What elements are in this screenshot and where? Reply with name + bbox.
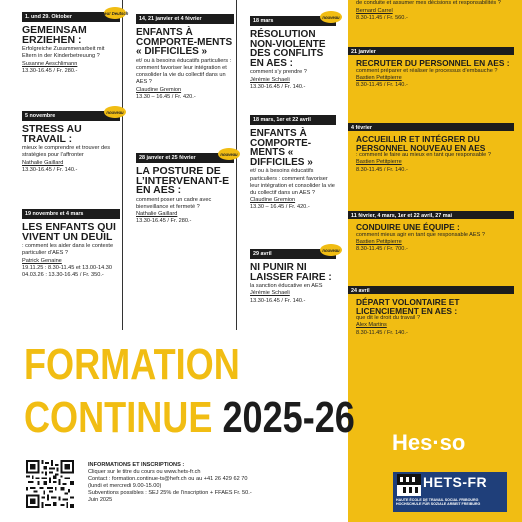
course-title[interactable]: RECRUTER DU PERSONNEL EN AES : [356, 58, 510, 68]
info-line: Subventions possibles : SEJ 25% de l’inscription + FFAES Fr. 50.- [88, 490, 252, 496]
course-title[interactable]: RÉSOLUTION NON-VIOLENTE DES CONFLITS EN AES : [250, 29, 326, 69]
course-card [22, 110, 124, 174]
trainer-name: Bastien Petitpierre [356, 238, 402, 245]
trainer-name: Jérémie Schaeli [250, 290, 290, 297]
course-card [136, 152, 238, 226]
course-title[interactable]: ACCUEILLIR ET INTÉGRER DU PERSONNEL NOUVEAU EN AES [356, 134, 486, 153]
course-info: 13.30 – 16.45 / Fr. 420.- [136, 93, 196, 100]
course-title[interactable]: ENFANTS À COMPORTE-MENTS « DIFFICILES » [136, 27, 233, 58]
trainer-name: Nathalie Gaillard [136, 211, 178, 218]
course-card [250, 248, 340, 305]
course-info: 13.30-16.45 / Fr. 140.- [250, 297, 306, 304]
course-card [22, 209, 120, 279]
course-info: 13.30-16.45 / Fr. 140.- [22, 166, 78, 173]
course-subtitle: comment poser un cadre avec bienveillance et fermeté ? [136, 196, 212, 210]
course-date: 4 février [348, 123, 514, 131]
course-date: 29 avril nouveau [250, 249, 336, 259]
course-card [136, 14, 234, 101]
course-info: 13.30-16.45 / Fr. 280.- [22, 67, 78, 74]
course-info: 13.30-16.45 / Fr. 280.- [136, 218, 192, 225]
new-badge: nouveau [104, 106, 126, 118]
course-subtitle: et/ ou à besoins éducatifs particuliers : comment favoriser leur intégration et consolider la vie du collectif dans un AES ? [250, 168, 335, 196]
trainer-name: Claudine Gremion [250, 197, 296, 204]
course-card [356, 0, 516, 23]
course-date: 1. und 29. Oktober neu! Deutsch [22, 12, 120, 22]
course-info: 13.30 – 16.45 / Fr. 420.- [250, 204, 310, 211]
new-badge: nouveau [218, 148, 240, 160]
trainer-name: Nathalie Gaillard [22, 159, 64, 166]
course-card [22, 11, 129, 75]
new-badge: nouveau [320, 11, 342, 23]
course-date: 11 février, 4 mars, 1er et 22 avril, 27 mai [348, 211, 514, 219]
course-date: 14, 21 janvier et 4 février [136, 14, 234, 24]
course-info: 19.11.25 : 8.30-11.45 et 13.00-14.30 04.03.26 : 13.30-16.45 / Fr. 350.- [22, 264, 112, 278]
course-card [351, 47, 516, 89]
qr-code-icon[interactable] [26, 460, 74, 508]
course-date: 18 mars nouveau [250, 16, 336, 26]
info-line[interactable]: Cliquer sur le titre du cours ou www.hets-fr.ch [88, 469, 201, 475]
course-column-1 [22, 0, 129, 330]
course-subtitle: et/ ou à besoins éducatifs particuliers : comment favoriser leur intégration et consolider la vie du collectif dans un AES ? [136, 57, 232, 86]
course-title[interactable]: LA POSTURE DE L’INTERVENANT-E EN AES : [136, 165, 230, 197]
course-info: 8.30-11.45 / Fr. 560.- [356, 15, 408, 22]
info-block [88, 462, 298, 504]
trainer-name: Bastien Petitpierre [356, 159, 402, 166]
course-subtitle: : comment les aider dans le contexte particulier d’AES ? [22, 243, 114, 257]
new-badge: neu! Deutsch [104, 7, 126, 19]
trainer-name: Patrick Genaine [22, 257, 62, 264]
course-date: 21 janvier [348, 47, 514, 55]
headline-continue: CONTINUE 2025-26 [24, 393, 355, 442]
course-column-3 [250, 0, 340, 330]
trainer-name: Susanne Aeschlimann [22, 60, 78, 67]
new-badge: nouveau [320, 244, 342, 256]
hets-logo-subtitle: HAUTE ÉCOLE DE TRAVAIL SOCIAL FRIBOURG HOCHSCHULE FÜR SOZIALE ARBEIT FREIBURG [396, 498, 481, 507]
hets-emblem-icon [397, 474, 421, 496]
headline-formation: FORMATION [24, 340, 240, 389]
course-info: 13.30-16.45 / Fr. 140.- [250, 83, 306, 90]
trainer-name: Jérémie Schaeli [250, 76, 290, 83]
hesso-logo: Hes·so [392, 430, 466, 455]
course-subtitle: : comment le faire au mieux en tant que responsable ? [356, 152, 491, 159]
course-title[interactable]: GEMEINSAM ERZIEHEN : [22, 24, 87, 46]
hets-logo-text: HETS-FR [423, 474, 488, 490]
info-line: (lundi et mercredi 9.00-15.00) [88, 483, 162, 489]
course-column-2 [136, 0, 238, 330]
course-card [351, 286, 516, 337]
course-title[interactable]: ENFANTS À COMPORTE-MENTS « DIFFICILES » [250, 128, 313, 168]
course-info: 8.30-11.45 / Fr. 140.- [356, 166, 408, 173]
course-title[interactable]: LES ENFANTS QUI VIVENT UN DEUIL [22, 221, 116, 243]
course-info: 8.30-11.45 / Fr. 140.- [356, 329, 408, 336]
course-card [250, 115, 336, 212]
trainer-name: Bernard Carrel [356, 8, 393, 15]
trainer-name: Alex Martins [356, 322, 387, 329]
course-card [351, 211, 516, 253]
info-date: Juin 2025 [88, 497, 113, 503]
course-subtitle: comment préparer et réaliser le processus d’embauche ? [356, 67, 498, 74]
course-date: 5 novembre nouveau [22, 111, 120, 121]
trainer-name: Bastien Petitpierre [356, 74, 402, 81]
course-date: 28 janvier et 25 février nouveau [136, 153, 234, 163]
vertical-rule-1 [122, 0, 123, 330]
course-subtitle: mieux le comprendre et trouver des stratégies pour l’affronter [22, 145, 110, 159]
course-info: 8.30-11.45 / Fr. 700.- [356, 246, 408, 252]
vertical-rule-2 [236, 0, 237, 330]
info-heading: INFORMATIONS ET INSCRIPTIONS : [88, 462, 185, 468]
course-card [351, 123, 516, 174]
hets-fr-logo [393, 472, 507, 512]
course-date: 18 mars, 1er et 22 avril [250, 115, 336, 125]
course-subtitle: comment s’y prendre ? [250, 69, 307, 76]
course-subtitle: que dit le droit du travail ? [356, 315, 421, 322]
course-date: 19 novembre et 4 mars [22, 209, 120, 219]
course-subtitle: Erfolgreiche Zusammenarbeit mit Eltern in der Kinderbetreuung ? [22, 46, 105, 60]
course-subtitle: de conduite et assumer mes décisions et responsabilités ? [356, 0, 501, 6]
course-subtitle: la sanction éducative en AES [250, 283, 323, 290]
course-date: 24 avril [348, 286, 514, 294]
trainer-name: Claudine Gremion [136, 86, 182, 93]
course-title[interactable]: NI PUNIR NI LAISSER FAIRE : [250, 262, 332, 283]
course-title[interactable]: DÉPART VOLONTAIRE ET LICENCIEMENT EN AES : [356, 297, 460, 316]
course-subtitle: comment mieux agir en tant que responsable AES ? [356, 231, 486, 238]
course-title[interactable]: STRESS AU TRAVAIL : [22, 123, 82, 145]
course-card [250, 15, 340, 91]
contact-line[interactable]: Contact : formation.continue-ts@hefr.ch ou au +41 26 429 62 70 [88, 476, 248, 482]
course-title[interactable]: CONDUIRE UNE ÉQUIPE : [356, 222, 460, 232]
course-info: 8.30-11.45 / Fr. 140.- [356, 82, 408, 88]
